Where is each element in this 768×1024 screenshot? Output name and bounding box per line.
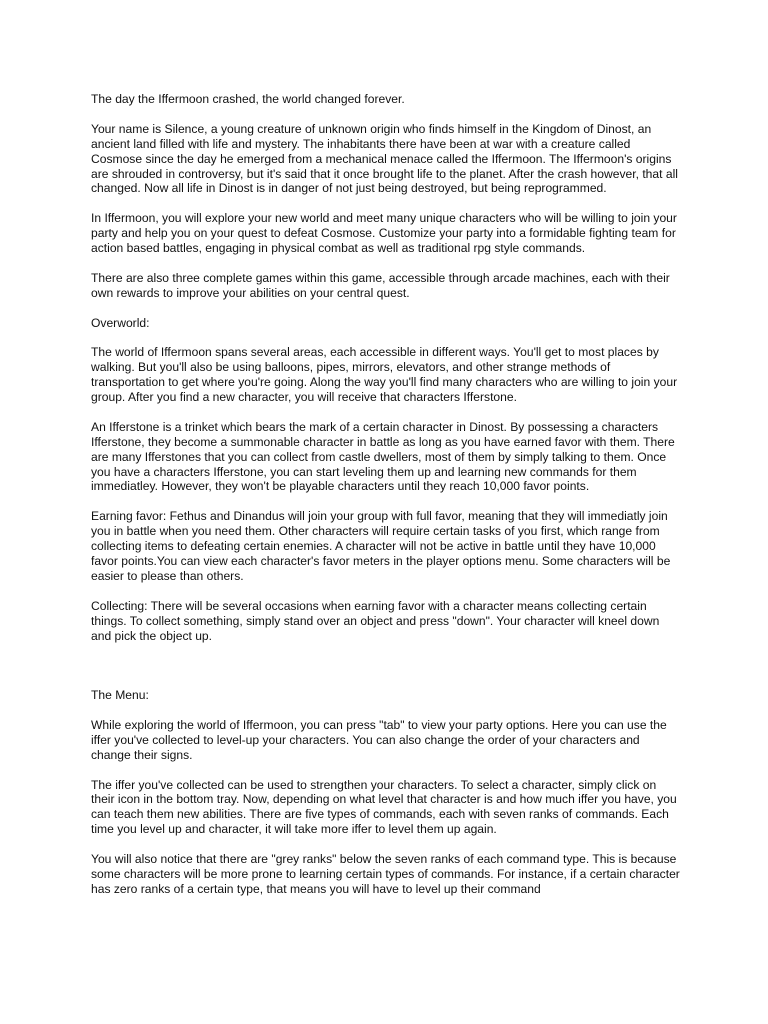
intro-line: The day the Iffermoon crashed, the world changed forever. — [91, 92, 405, 106]
section-heading-menu: The Menu: — [91, 688, 149, 703]
section-heading-overworld: Overworld: — [91, 315, 150, 330]
overworld-paragraph: The world of Iffermoon spans several areas, each accessible in different ways. You'll get to most places by walking. But you'll also be using balloons, pipes, mirrors, elevators, and other strange methods of transportation to get where you're going. Along the way you'll find many characters who are willing to join your group. After you find a new character, you will receive that characters Ifferstone. — [91, 345, 678, 405]
ifferstone-paragraph: An Ifferstone is a trinket which bears the mark of a certain character in Dinost. By possessing a characters Ifferstone, they become a summonable character in battle as long as you have earned favor with them. There are many Ifferstones that you can collect from castle dwellers, most of them by simply talking to them. Once you have a characters Ifferstone, you can start leveling them up and learning new commands for them immediatley. However, they won't be playable characters until they reach 10,000 favor points. — [91, 419, 675, 494]
menu-paragraph: While exploring the world of Iffermoon, you can press "tab" to view your party options. Here you can use the iffer you've collected to level-up your characters. You can also change the order of your characters and change their signs. — [91, 717, 667, 762]
document-page — [91, 92, 681, 912]
gameplay-paragraph: In Iffermoon, you will explore your new world and meet many unique characters who will be willing to join your party and help you on your quest to defeat Cosmose. Customize your party into a formidable fighting team for action based battles, engaging in physical combat as well as traditional rpg style commands. — [91, 211, 677, 256]
collecting-paragraph: Collecting: There will be several occasions when earning favor with a character means collecting certain things. To collect something, simply stand over an object and press "down". Your character will kneel down and pick the object up. — [91, 598, 660, 643]
favor-paragraph: Earning favor: Fethus and Dinandus will join your group with full favor, meaning that they will immediatly join you in battle when you need them. Other characters will require certain tasks of you first, which range from collecting items to defeating certain enemies. A character will not be active in battle until they have 10,000 favor points.You can view each character's favor meters in the player options menu. Some characters will be easier to please than others. — [91, 509, 671, 583]
grey-ranks-paragraph: You will also notice that there are "grey ranks" below the seven ranks of each command type. This is because some characters will be more prone to learning certain types of commands. For instance, if a certain character has zero ranks of a certain type, that means you will have to level up their command — [91, 852, 680, 896]
story-paragraph: Your name is Silence, a young creature of unknown origin who finds himself in the Kingdom of Dinost, an ancient land filled with life and mystery. The inhabitants there have been at war with a creature called Cosmose since the day he emerged from a mechanical menace called the Iffermoon. The Iffermoon's origins are shrouded in controversy, but it's said that it once brought life to the planet. After the crash however, that all changed. Now all life in Dinost is in danger of not just being destroyed, but being reprogrammed. — [91, 121, 678, 196]
iffer-paragraph: The iffer you've collected can be used to strengthen your characters. To select a character, simply click on their icon in the bottom tray. Now, depending on what level that character is and how much iffer you have, you can teach them new abilities. There are five types of commands, each with seven ranks of commands. Each time you level up and character, it will take more iffer to level them up again. — [91, 777, 677, 837]
arcade-paragraph: There are also three complete games within this game, accessible through arcade machines, each with their own rewards to improve your abilities on your central quest. — [91, 270, 670, 300]
